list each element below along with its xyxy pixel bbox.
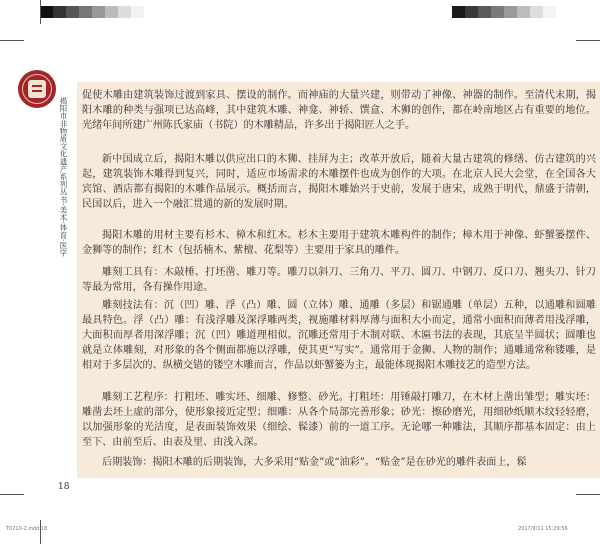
footer-date: 2017/9/11 15:29:56 [518,526,568,532]
paragraph: 雕刻技法有：沉（凹）雕、浮（凸）雕、圆（立体）雕、通雕（多层）和锯通雕（单层）五种，以通雕和圆雕最具特色。浮（凸）雕：有浅浮雕及深浮雕两类，视施雕材料厚薄与面积大小而定，通常小面积而薄者用浅浮雕，大面积而厚者用深浮雕；沉（凹）雕道理相似。沉雕还常用于木制对联、木匾书法的表现，其底呈半圆状；圆雕也就是立体雕刻，对形象的各个侧面都施以浮雕，使其更“写实”。通常用于金狮、人物的制作；通雕通常称镂雕，是相对于多层次的、纵横交错的镂空木雕而言，作品以虾蟹篓为主，最能体现揭阳木雕技艺的造型方法。 [82,300,596,371]
crop-mark [40,520,41,544]
page-number: 18 [58,482,70,492]
side-title: 揭阳市非物质文化遗产系列丛书·美术·体育·医学 [59,97,68,257]
crop-mark [576,494,600,495]
paragraph: 雕刻工具有：木敲棰、打坯凿、雕刀等。雕刀以斜刀、三角刀、平刀、圆刀、中钢刀、反口刀、翘头刀、针刀等最为常用，各有操作用途。 [82,267,596,293]
paragraph: 促使木雕由建筑装饰过渡到家具、摆设的制作。而神庙的大量兴建，则带动了神像、神器的制作。至清代末期，揭阳木雕的种类与强项已达高峰，其中建筑木雕、神龛、神轿、馔盒、木狮的创作，都在岭南地区占有重要的地位。光绪年间所建广州陈氏家庙（书院）的木雕精品，许多出于揭阳匠人之手。 [82,90,596,131]
emblem-logo [18,70,56,108]
footer-file: T0210-2.indd 18 [6,526,48,532]
color-calibration-bar [452,6,556,18]
crop-mark [40,0,41,24]
color-calibration-bar [40,6,144,18]
paragraph: 揭阳木雕的用材主要有杉木、樟木和红木。杉木主要用于建筑木雕构件的制作；樟木用于神像、虾蟹篓摆件、金狮等的制作；红木（包括楠木、紫檀、花梨等）主要用于家具的雕件。 [82,230,596,256]
paragraph: 后期装饰：揭阳木雕的后期装饰，大多采用“贴金”或“油彩”。“贴金”是在砂光的雕件表面上，髹 [102,457,527,468]
crop-mark [576,40,600,41]
paragraph: 新中国成立后，揭阳木雕以供应出口的木狮、挂屏为主；改革开放后，随着大量古建筑的修缮、仿古建筑的兴起，建筑装饰木雕得到复兴，同时，适应市场需求的木雕摆件也成为创作的大项。在北京人民大会堂，在全国各大宾馆、酒店都有揭阳的木雕作品展示。概括而言，揭阳木雕始兴于史前，发展于唐宋，成熟于明代，鼎盛于清朝，民国以后，进入一个融汇贯通的新的发展时期。 [82,154,596,210]
crop-mark [0,494,24,495]
crop-mark [0,40,24,41]
paragraph: 雕刻工艺程序：打粗坯、雕实坯、细雕、修整、砂光。打粗坯：用锤敲打雕刀，在木材上凿出雏型；雕实坯：雕凿去坯上虚的部分，使形象接近定型；细雕：从各个局部完善形象；砂光：擦砂磨光，用细砂纸顺木纹轻轻磨，以加强形象的光洁度，是表面装饰效果（细绘、髹漆）前的一道工序。无论哪一种雕法，其顺序都基本固定：由上至下、由前至后、由表及里、由浅入深。 [82,392,596,448]
